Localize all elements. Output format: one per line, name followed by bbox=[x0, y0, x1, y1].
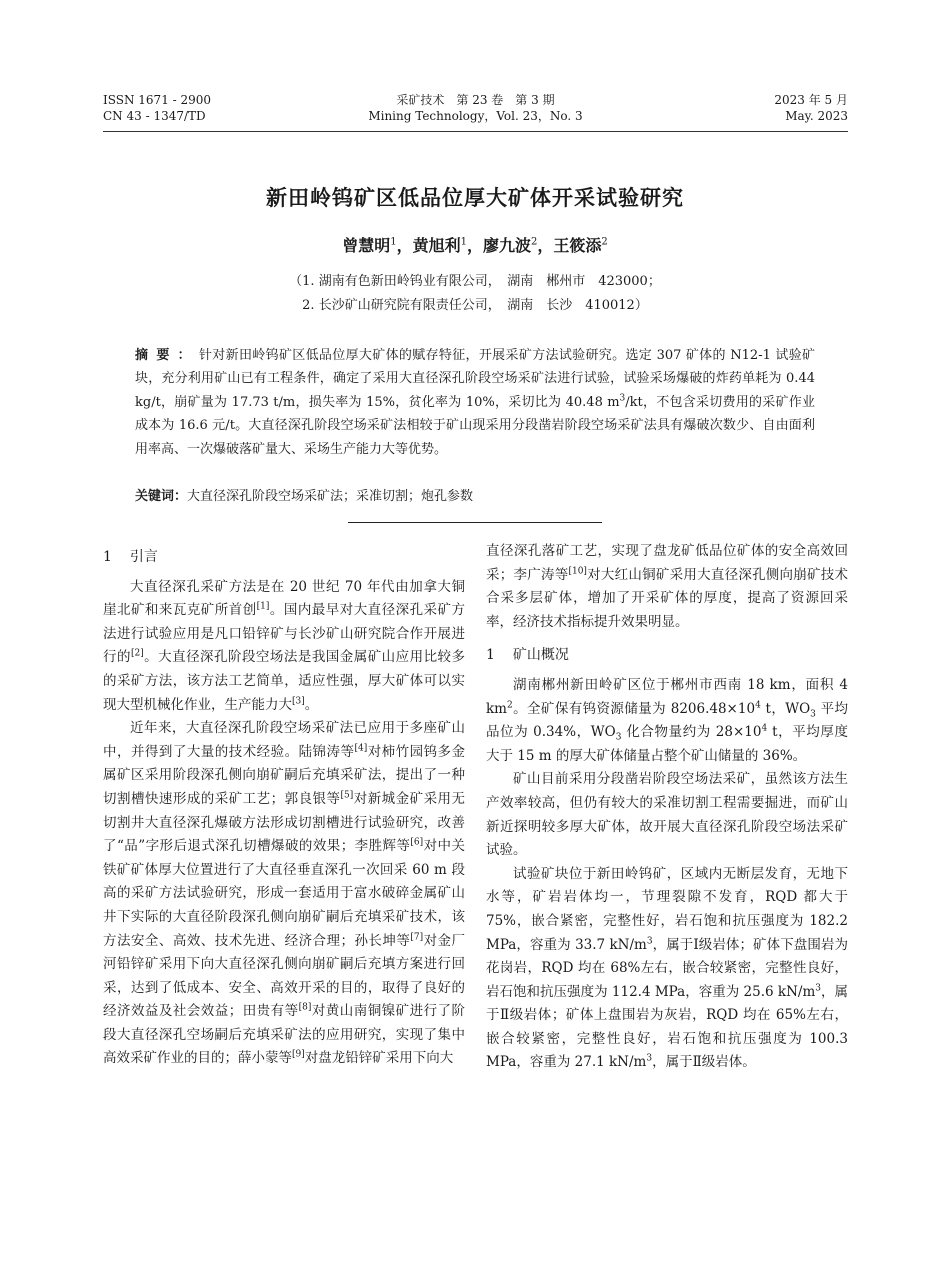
cn-number: CN 43 - 1347/TD bbox=[103, 109, 206, 123]
citation-ref: [8] bbox=[298, 1002, 312, 1013]
superscript: 3 bbox=[646, 936, 653, 946]
date-cn: 2023 年 5 月 bbox=[774, 93, 848, 107]
section-heading-overview bbox=[486, 644, 848, 668]
keywords-label: 关键词： bbox=[135, 489, 188, 504]
keywords bbox=[135, 486, 815, 508]
superscript: 4 bbox=[755, 700, 761, 711]
text-run: t，平均厚度大于 15 m 的厚大矿体储量占整个矿山储量的 36%。 bbox=[486, 724, 848, 764]
section-title: 矿山概况 bbox=[512, 647, 569, 664]
section-title: 引言 bbox=[129, 549, 158, 565]
text-run: 对柿竹园钨多金属矿区采用阶段深孔侧向崩矿嗣后充填采矿法，提出了一种切割槽快速形成的采矿工艺；郭良银等 bbox=[103, 743, 466, 807]
superscript: 3 bbox=[815, 983, 821, 994]
paper-title: 新田岭钨矿区低品位厚大矿体开采试验研究 bbox=[266, 186, 684, 210]
citation-ref: [1] bbox=[256, 601, 270, 612]
superscript: 2 bbox=[506, 700, 513, 711]
text-run: 对金厂河铅锌矿采用下向大直径深孔侧向崩矿嗣后充填方案进行回采，达到了低成本、安全、高效开采的目的，取得了良好的经济效益及社会效益；田贵有等 bbox=[103, 932, 466, 1020]
abstract-text: 针对新田岭钨矿区低品位厚大矿体的赋存特征，开展采矿方法试验研究。选定 307 矿体的 N12-1 试验矿块，充分利用矿山已有工程条件，确定了采用大直径深孔阶段空场采矿法进行试验，试验采场爆破的炸药单耗为 0.44 kg/t，崩矿量为 17.73 t/m，损失率为 15%，贫化率为 10%，采切比为 40.48 m bbox=[135, 348, 815, 410]
text-run: 对盘龙铅锌矿采用下向大 bbox=[304, 1050, 454, 1067]
overview-paragraph-1 bbox=[486, 674, 848, 768]
text-run: 对黄山南铜镍矿进行了阶段大直径深孔空场嗣后充填采矿法的应用研究，实现了集中高效采矿作业的目的；薛小蒙等 bbox=[103, 1003, 466, 1067]
text-run: 平均品位为 0.34%，WO bbox=[486, 700, 849, 741]
author-list: 曾慧明$^1$，黄旭利$^1$，廖九波$^2$，王筱添$^2$ bbox=[342, 236, 608, 255]
header-center bbox=[103, 92, 848, 124]
author-affil-mark: 2 bbox=[531, 236, 538, 248]
citation-ref: [9] bbox=[292, 1049, 305, 1060]
author-name: 曾慧明 bbox=[342, 236, 391, 255]
section-heading-intro bbox=[103, 546, 465, 570]
citation-ref: [7] bbox=[410, 932, 424, 942]
citation-ref: [5] bbox=[340, 790, 354, 801]
author-affil-mark: 2 bbox=[601, 236, 608, 248]
text-run: 对新城金矿采用无切割井大直径深孔爆破方法形成切割槽进行试验研究，改善了“品”字形后退式深孔切槽爆破的效果；李胜辉等 bbox=[103, 790, 466, 855]
intro-paragraph-2-cont bbox=[486, 540, 848, 634]
text-run: 。国内最早对大直径深孔采矿方法进行试验应用是凡口铅锌矿与长沙矿山研究院合作开展进行的 bbox=[103, 602, 466, 666]
journal-name-en: Mining Technology，Vol. 23，No. 3 bbox=[368, 109, 583, 123]
text-run: 大直径深孔采矿方法是在 20 世纪 70 年代由加拿大铜崖北矿和来瓦克矿所首创 bbox=[103, 578, 465, 619]
author-affil-mark: 1 bbox=[460, 236, 467, 248]
overview-paragraph-3 bbox=[486, 863, 848, 1075]
subscript: 3 bbox=[810, 709, 816, 720]
intro-paragraph-1 bbox=[103, 576, 465, 718]
author-name: 王筱添 bbox=[553, 236, 602, 255]
text-run: 试验矿块位于新田岭钨矿，区域内无断层发育，无地下水等，矿岩岩体均一，节理裂隙不发育，RQD 都大于 75%，嵌合紧密，完整性好，岩石饱和抗压强度为 182.2 MPa，容重为 33.7 kN/m bbox=[486, 865, 848, 953]
superscript: 3 bbox=[646, 1053, 653, 1064]
issn: ISSN 1671 - 2900 bbox=[103, 93, 212, 107]
text-run: ，属于Ⅱ级岩体。 bbox=[652, 1054, 756, 1071]
author-affil-mark: 1 bbox=[390, 236, 397, 248]
superscript: 4 bbox=[761, 723, 768, 734]
intro-paragraph-2 bbox=[103, 717, 465, 1071]
citation-ref: [2] bbox=[130, 648, 144, 659]
author-name: 黄旭利 bbox=[412, 236, 461, 255]
abstract-label: 摘要： bbox=[135, 348, 199, 363]
text-run: 湖南郴州新田岭矿区位于郴州市西南 18 km，面积 4 km bbox=[486, 676, 848, 717]
abstract-text-cont: /kt，不包含采切费用的采矿作业成本为 16.6 元/t。大直径深孔阶段空场采矿法相较于矿山现采用分段凿岩阶段空场采矿法具有爆破次数少、自由面利用率高、一次爆破落矿量大、采场生产能力大等优势。 bbox=[135, 394, 815, 457]
journal-name-cn: 采矿技术 第 23 卷 第 3 期 bbox=[396, 93, 555, 107]
right-column bbox=[486, 540, 848, 1075]
keywords-text: 大直径深孔阶段空场采矿法；采准切割；炮孔参数 bbox=[187, 489, 474, 504]
citation-ref: [10] bbox=[568, 566, 587, 577]
date-en: May. 2023 bbox=[785, 109, 848, 123]
header-right bbox=[774, 92, 848, 124]
citation-ref: [6] bbox=[410, 837, 424, 848]
section-number: 1 bbox=[486, 647, 495, 664]
running-header bbox=[103, 92, 848, 128]
text-run: 。 bbox=[304, 696, 319, 713]
affiliation-2: 2. 长沙矿山研究院有限责任公司， 湖南 长沙 410012） bbox=[302, 298, 648, 313]
subscript: 3 bbox=[615, 732, 622, 743]
abstract bbox=[135, 344, 815, 461]
section-number: 1 bbox=[103, 549, 112, 565]
text-run: 对大红山铜矿采用大直径深孔侧向崩矿技术合采多层矿体，增加了开采矿体的厚度，提高了资源回采率，经济技术指标提升效果明显。 bbox=[486, 566, 849, 630]
text-run: 。大直径深孔阶段空场法是我国金属矿山应用比较多的采矿方法，该方法工艺简单，适应性强，厚大矿体可以实现大型机械化作业，生产能力大 bbox=[103, 649, 466, 713]
author-name: 廖九波 bbox=[483, 236, 532, 255]
abstract-divider bbox=[348, 522, 602, 523]
text-run: 直径深孔落矿工艺，实现了盘龙矿低品位矿体的安全高效回采；李广涛等 bbox=[486, 543, 848, 583]
text-run: ，属于Ⅱ级岩体；矿体上盘围岩为灰岩，RQD 均在 65%左右，嵌合较紧密，完整性良好，岩石饱和抗压强度为 100.3 MPa，容重为 27.1 kN/m bbox=[486, 983, 849, 1071]
text-run: 化合物量约为 28×10 bbox=[621, 724, 762, 741]
overview-paragraph-2: 矿山目前采用分段凿岩阶段空场法采矿，虽然该方法生产效率较高，但仍有较大的采准切割工程需要掘进，而矿山新近探明较多厚大矿体，故开展大直径深孔阶段空场法采矿试验。 bbox=[486, 771, 848, 859]
text-run: t，WO bbox=[760, 700, 811, 717]
left-column bbox=[103, 540, 465, 1071]
text-run: 。全矿保有钨资源储量为 8206.48×10 bbox=[512, 700, 756, 717]
citation-ref: [4] bbox=[354, 743, 368, 754]
text-run: 近年来，大直径深孔阶段空场采矿法已应用于多座矿山中，并得到了大量的技术经验。陆锦涛等 bbox=[103, 720, 465, 760]
superscript: 3 bbox=[619, 393, 626, 404]
header-rule bbox=[103, 131, 848, 132]
citation-ref: [3] bbox=[292, 696, 305, 707]
affiliation-1: （1. 湖南有色新田岭钨业有限公司， 湖南 郴州市 423000； bbox=[289, 274, 661, 289]
text-run: ，属于Ⅰ级岩体；矿体下盘围岩为花岗岩，RQD 均在 68%左右，嵌合较紧密，完整性良好，岩石饱和抗压强度为 112.4 MPa，容重为 25.6 kN/m bbox=[486, 936, 848, 1000]
text-run: 对中关铁矿矿体厚大位置进行了大直径垂直深孔一次回采 60 m 段高的采矿方法试验研究，形成一套适用于富水破碎金属矿山井下实际的大直径阶段深孔侧向崩矿嗣后充填采矿技术，该方法安全、高效、技术先进、经济合理；孙长坤等 bbox=[103, 838, 465, 949]
